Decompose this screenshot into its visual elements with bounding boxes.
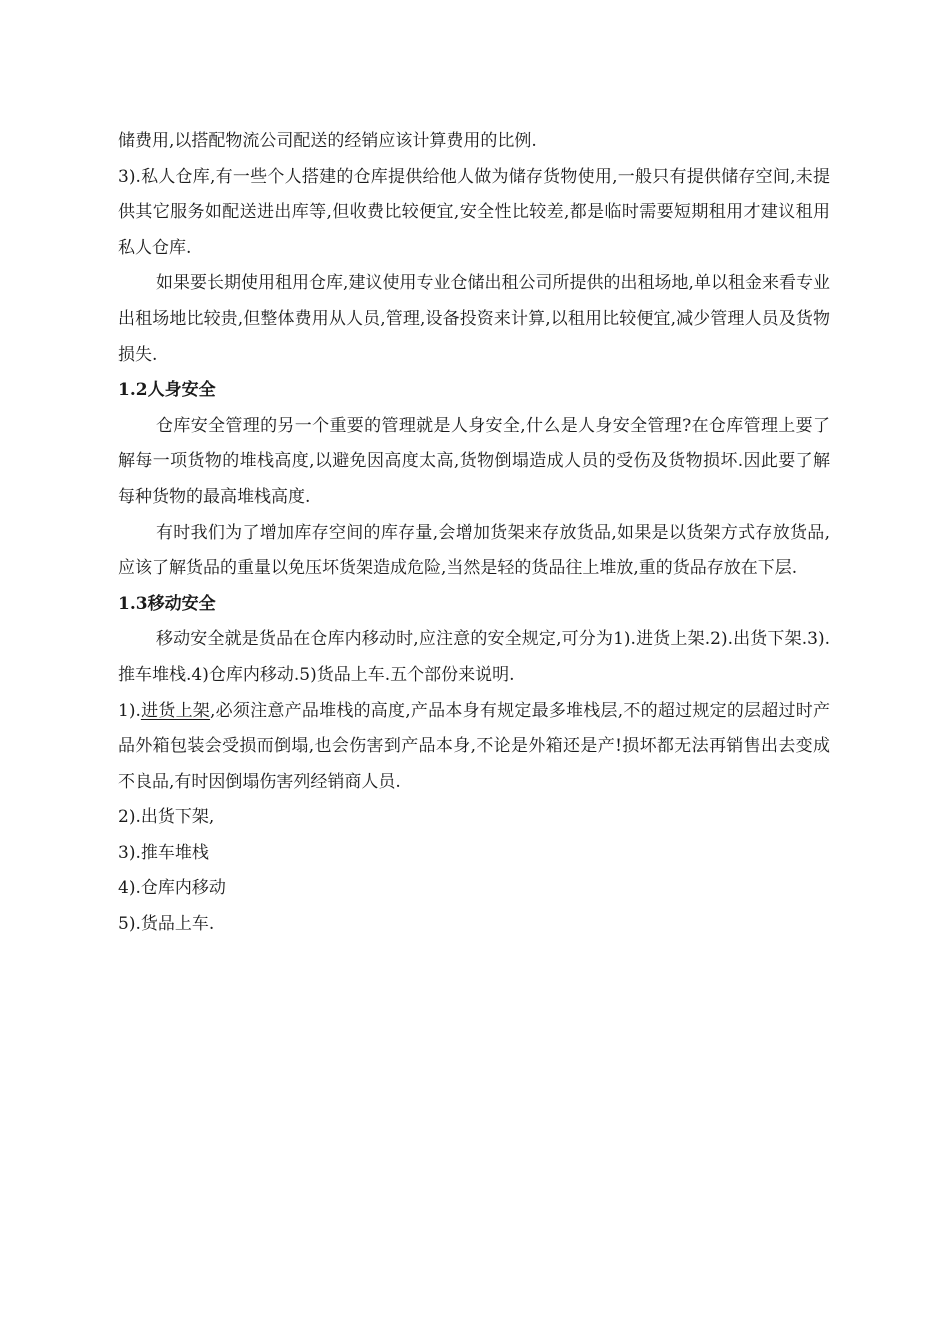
paragraph-storage-cost: 储费用,以搭配物流公司配送的经销应该计算费用的比例. [118,131,537,151]
section-heading-movement-safety: 1.3移动安全 [118,593,216,614]
list-item-number: 1). [118,700,141,721]
paragraph-movement-safety: 移动安全就是货品在仓库内移动时,应注意的安全规定,可分为1).进货上架.2).出货下架.3).推车堆栈.4)仓库内移动.5)货品上车.五个部份来说明. [118,629,830,685]
section-heading-personal-safety: 1.2人身安全 [118,380,216,401]
list-item-cart-stacking: 3).推车堆栈 [118,842,209,863]
paragraph-shelving: 有时我们为了增加库存空间的库存量,会增加货架来存放货品,如果是以货架方式存放货品,应该了解货品的重量以免压坏货架造成危险,当然是轻的货品往上堆放,重的货品存放在下层. [118,522,830,579]
list-item-receiving [118,694,830,801]
paragraph-private-warehouse: 3).私人仓库,有一些个人搭建的仓库提供给他人做为储存货物使用,一般只有提供储存空间,未提供其它服务如配送进出库等,但收费比较便宜,安全性比较差,都是临时需要短期租用才建议租用私人仓库. [118,166,830,258]
document-page [118,124,830,943]
paragraph-personal-safety: 仓库安全管理的另一个重要的管理就是人身安全,什么是人身安全管理?在仓库管理上要了解每一项货物的堆栈高度,以避免因高度太高,货物倒塌造成人员的受伤及货物损坏.因此要了解每种货物的最高堆栈高度. [118,415,830,507]
underlined-term: 进货上架 [140,700,211,721]
list-item-shipping: 2).出货下架, [118,807,215,828]
list-item-in-warehouse-move: 4).仓库内移动 [118,878,226,899]
list-item-text: ,必须注意产品堆栈的高度,产品本身有规定最多堆栈层,不的超过规定的层超过时产品外箱包装会受损而倒塌,也会伤害到产品本身,不论是外箱还是产!损坏都无法再销售出去变成不良品,有时因倒塌伤害列经销商人员. [118,700,830,792]
list-item-loading: 5).货品上车. [118,914,215,935]
paragraph-long-term-rental: 如果要长期使用租用仓库,建议使用专业仓储出租公司所提供的出租场地,单以租金来看专业出租场地比较贵,但整体费用从人员,管理,设备投资来计算,以租用比较便宜,减少管理人员及货物损失. [118,273,830,365]
